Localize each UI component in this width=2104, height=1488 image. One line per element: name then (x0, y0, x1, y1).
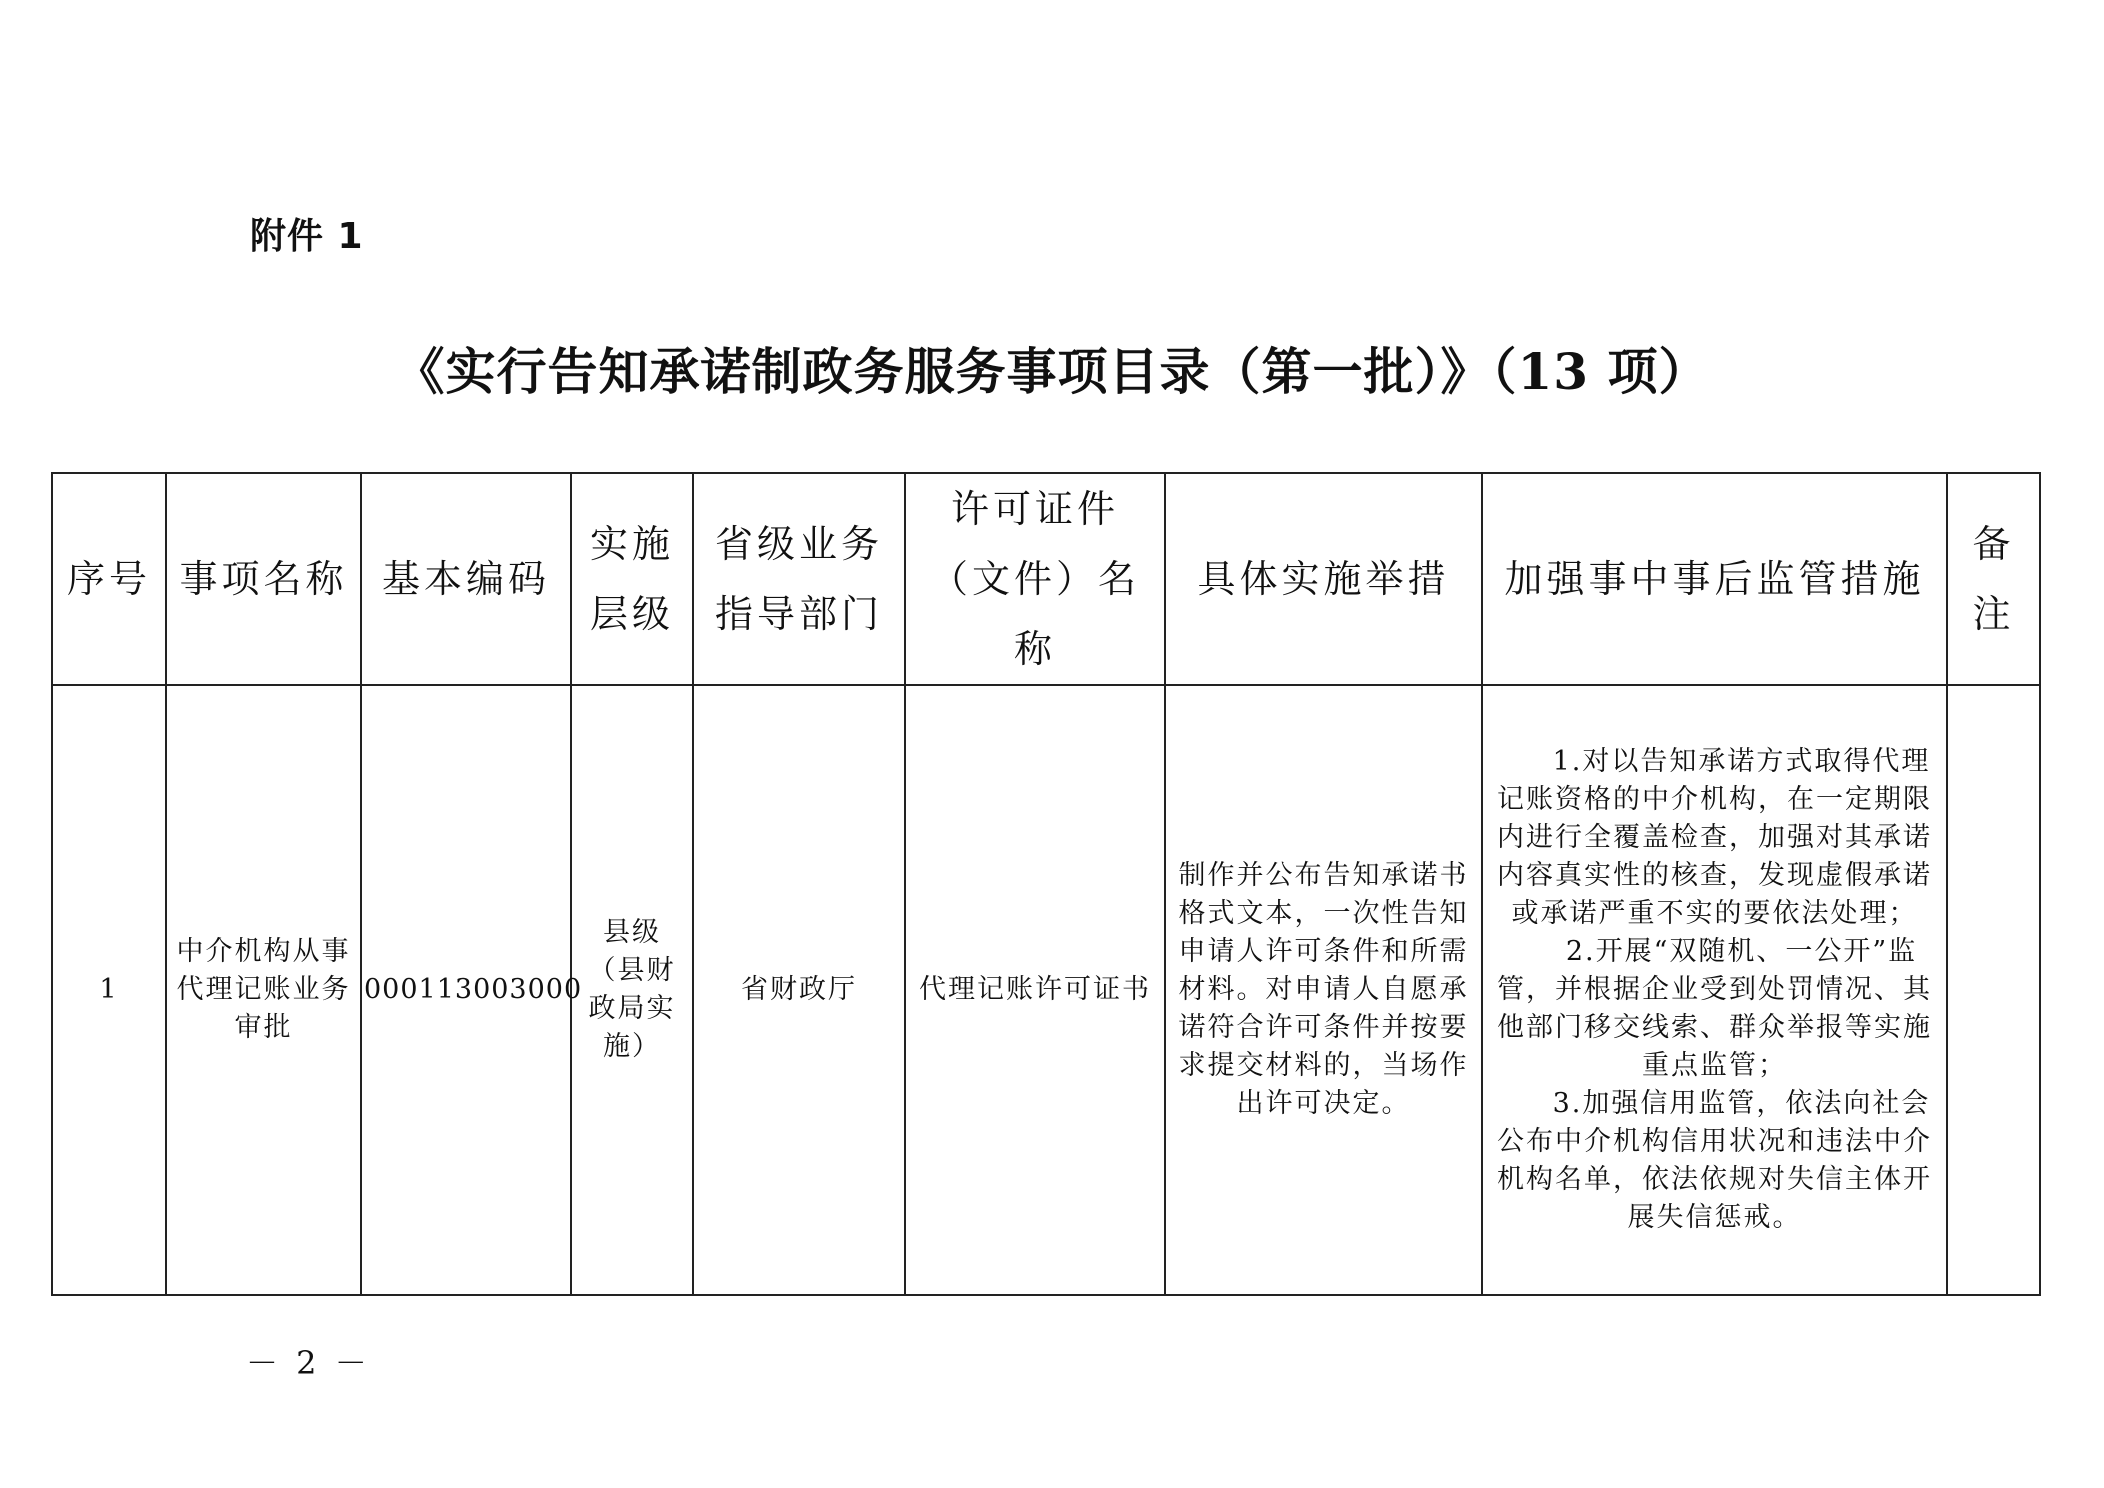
document-title: 《实行告知承诺制政务服务事项目录（第一批）》（13 项） (394, 342, 1710, 401)
column-header-index: 序号 (52, 473, 166, 685)
table-row (52, 685, 2040, 1295)
column-header-level: 实施层级 (571, 473, 693, 685)
supervision-item-1: 1.对以告知承诺方式取得代理记账资格的中介机构，在一定期限内进行全覆盖检查，加强对其承诺内容真实性的核查，发现虚假承诺或承诺严重不实的要依法处理； (1497, 746, 1932, 929)
supervision-item-3: 3.加强信用监管，依法向社会公布中介机构信用状况和违法中介机构名单，依法依规对失信主体开展失信惩戒。 (1497, 1088, 1932, 1233)
column-header-license-name: 许可证件（文件）名称 (905, 473, 1165, 685)
column-header-remarks: 备注 (1947, 473, 2040, 685)
cell-remarks (1947, 685, 2040, 1295)
column-header-item-name: 事项名称 (166, 473, 361, 685)
service-items-table (51, 472, 2041, 1296)
supervision-item-2: 2.开展“双随机、一公开”监管，并根据企业受到处罚情况、其他部门移交线索、群众举报等实施重点监管； (1497, 936, 1932, 1081)
cell-license-name: 代理记账许可证书 (905, 685, 1165, 1295)
cell-base-code: 000113003000 (361, 685, 571, 1295)
cell-supervision (1482, 685, 1947, 1295)
cell-index: 1 (52, 685, 166, 1295)
column-header-supervision: 加强事中事后监管措施 (1482, 473, 1947, 685)
cell-guiding-department: 省财政厅 (693, 685, 905, 1295)
cell-item-name: 中介机构从事代理记账业务审批 (166, 685, 361, 1295)
table-header-row (52, 473, 2040, 685)
column-header-guiding-department: 省级业务指导部门 (693, 473, 905, 685)
attachment-label: 附件 1 (250, 216, 364, 257)
column-header-measures: 具体实施举措 (1165, 473, 1482, 685)
column-header-base-code: 基本编码 (361, 473, 571, 685)
cell-level: 县级（县财政局实施） (571, 685, 693, 1295)
cell-measures: 制作并公布告知承诺书格式文本，一次性告知申请人许可条件和所需材料。对申请人自愿承诺符合许可条件并按要求提交材料的，当场作出许可决定。 (1165, 685, 1482, 1295)
page-number: － 2 － (246, 1344, 371, 1382)
